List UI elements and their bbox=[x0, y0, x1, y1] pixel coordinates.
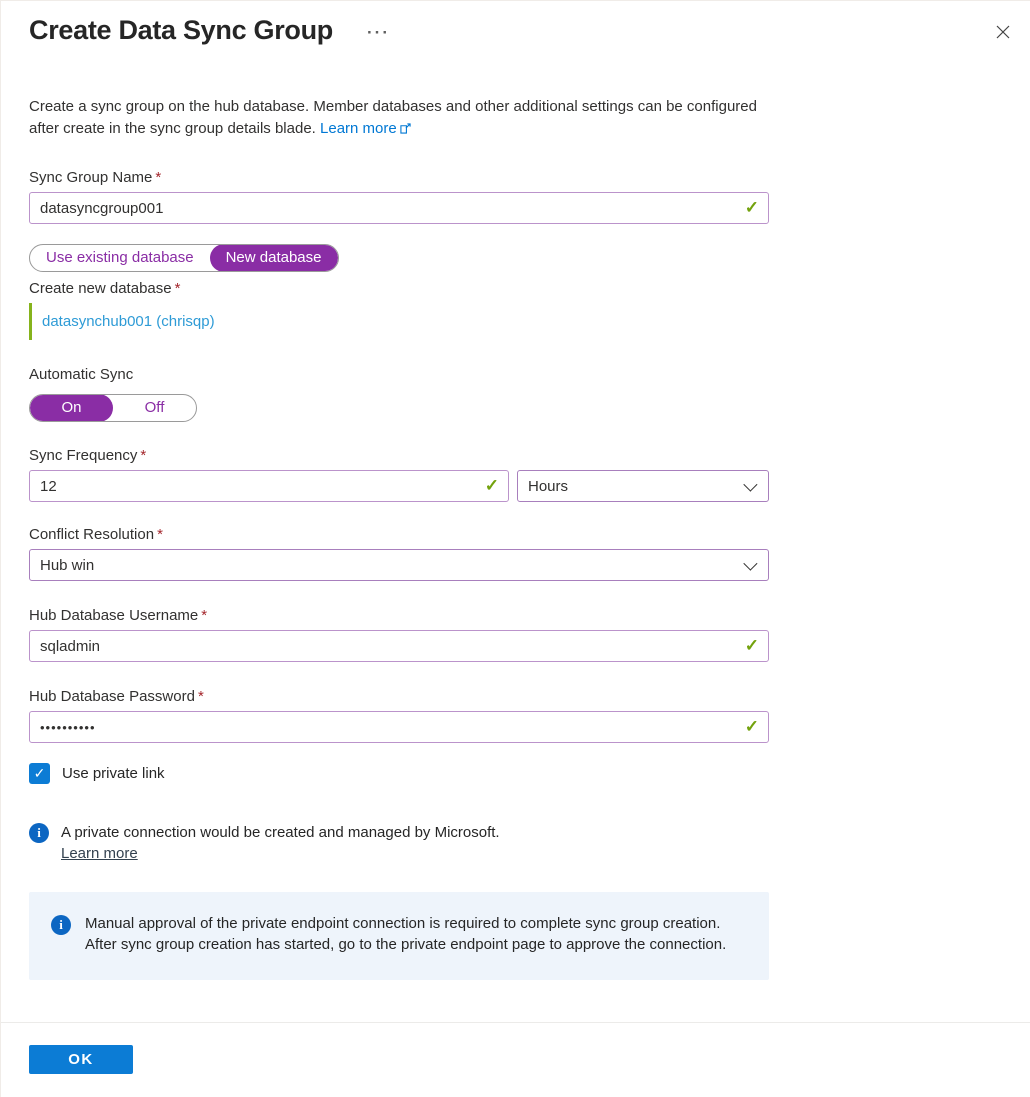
close-button[interactable] bbox=[990, 19, 1016, 45]
valid-check-icon: ✓ bbox=[744, 198, 759, 217]
required-asterisk: * bbox=[197, 688, 204, 705]
new-database-name[interactable]: datasynchub001 (chrisqp) bbox=[42, 313, 215, 330]
info-learn-more-link[interactable]: Learn more bbox=[61, 845, 138, 862]
hub-username-input-wrap bbox=[29, 630, 769, 662]
sync-frequency-unit-select[interactable] bbox=[517, 470, 769, 502]
use-private-link-checkbox[interactable] bbox=[29, 763, 50, 784]
info-icon bbox=[51, 915, 71, 935]
sync-group-name-input-wrap bbox=[29, 192, 769, 224]
database-mode-toggle[interactable] bbox=[29, 244, 339, 272]
label-text: Sync Frequency bbox=[29, 447, 138, 464]
label-text: Automatic Sync bbox=[29, 366, 134, 383]
blade-description bbox=[29, 96, 771, 141]
label-text: Hub Database Password bbox=[29, 688, 195, 705]
conflict-resolution-select[interactable] bbox=[29, 549, 769, 581]
sync-frequency-label bbox=[29, 447, 769, 464]
more-menu-icon[interactable]: ··· bbox=[367, 22, 390, 42]
sync-group-form bbox=[29, 169, 769, 980]
hub-password-label bbox=[29, 688, 769, 705]
sync-group-name-input[interactable] bbox=[29, 192, 769, 224]
automatic-sync-off-option[interactable]: Off bbox=[144, 399, 165, 416]
new-database-option[interactable]: New database bbox=[210, 244, 338, 272]
selected-conflict-resolution: Hub win bbox=[40, 556, 95, 574]
valid-check-icon: ✓ bbox=[744, 717, 759, 736]
hub-password-input[interactable] bbox=[29, 711, 769, 743]
create-new-database-label bbox=[29, 280, 769, 297]
required-asterisk: * bbox=[157, 526, 163, 543]
info-note-text: A private connection would be created and managed by Microsoft. bbox=[61, 824, 500, 841]
hub-password-input-wrap bbox=[29, 711, 769, 743]
learn-more-label: Learn more bbox=[320, 120, 397, 137]
chevron-down-icon bbox=[743, 478, 757, 492]
checkbox-check-icon: ✓ bbox=[33, 765, 46, 781]
use-private-link-label: Use private link bbox=[62, 765, 165, 782]
hub-username-input[interactable] bbox=[29, 630, 769, 662]
info-icon bbox=[29, 823, 49, 843]
required-asterisk: * bbox=[140, 447, 147, 464]
blade-header bbox=[1, 1, 1030, 46]
description-text: Create a sync group on the hub database. Member databases and other additional settings can be configured after create in the sync group details blade. bbox=[29, 98, 757, 137]
required-asterisk: * bbox=[155, 169, 162, 186]
label-text: Sync Group Name bbox=[29, 169, 153, 186]
hub-username-label bbox=[29, 607, 769, 624]
sync-frequency-input-wrap bbox=[29, 470, 509, 502]
page-title: Create Data Sync Group bbox=[29, 15, 333, 45]
use-existing-database-option[interactable]: Use existing database bbox=[46, 249, 194, 266]
selected-unit: Hours bbox=[528, 477, 569, 495]
close-icon bbox=[995, 24, 1011, 40]
automatic-sync-toggle[interactable] bbox=[29, 394, 197, 422]
info-note-body bbox=[61, 822, 500, 864]
chevron-down-icon bbox=[743, 557, 757, 571]
banner-text: Manual approval of the private endpoint connection is required to complete sync group creation. After sync group creation has started, go to the private endpoint page to approve the connection. bbox=[85, 915, 727, 953]
sync-frequency-row bbox=[29, 470, 769, 502]
info-glyph: i bbox=[59, 917, 63, 932]
sync-frequency-input[interactable] bbox=[29, 470, 509, 502]
required-asterisk: * bbox=[174, 280, 181, 297]
ok-button[interactable]: OK bbox=[29, 1045, 133, 1074]
external-link-icon bbox=[400, 119, 411, 141]
learn-more-link[interactable] bbox=[320, 120, 411, 137]
manual-approval-banner bbox=[29, 892, 769, 980]
label-text: Hub Database Username bbox=[29, 607, 199, 624]
use-private-link-row[interactable] bbox=[29, 763, 769, 784]
private-link-info-note bbox=[29, 822, 769, 864]
valid-check-icon: ✓ bbox=[484, 476, 499, 495]
label-text: Create new database bbox=[29, 280, 172, 297]
conflict-resolution-label bbox=[29, 526, 769, 543]
blade-footer bbox=[1, 1022, 1030, 1097]
automatic-sync-on-option[interactable]: On bbox=[30, 394, 113, 422]
new-database-item[interactable] bbox=[29, 303, 769, 340]
info-glyph: i bbox=[37, 825, 41, 840]
sync-group-name-label bbox=[29, 169, 769, 186]
create-data-sync-group-blade bbox=[1, 1, 1030, 1097]
automatic-sync-label bbox=[29, 366, 769, 383]
valid-check-icon: ✓ bbox=[744, 636, 759, 655]
label-text: Conflict Resolution bbox=[29, 526, 155, 543]
required-asterisk: * bbox=[201, 607, 208, 624]
